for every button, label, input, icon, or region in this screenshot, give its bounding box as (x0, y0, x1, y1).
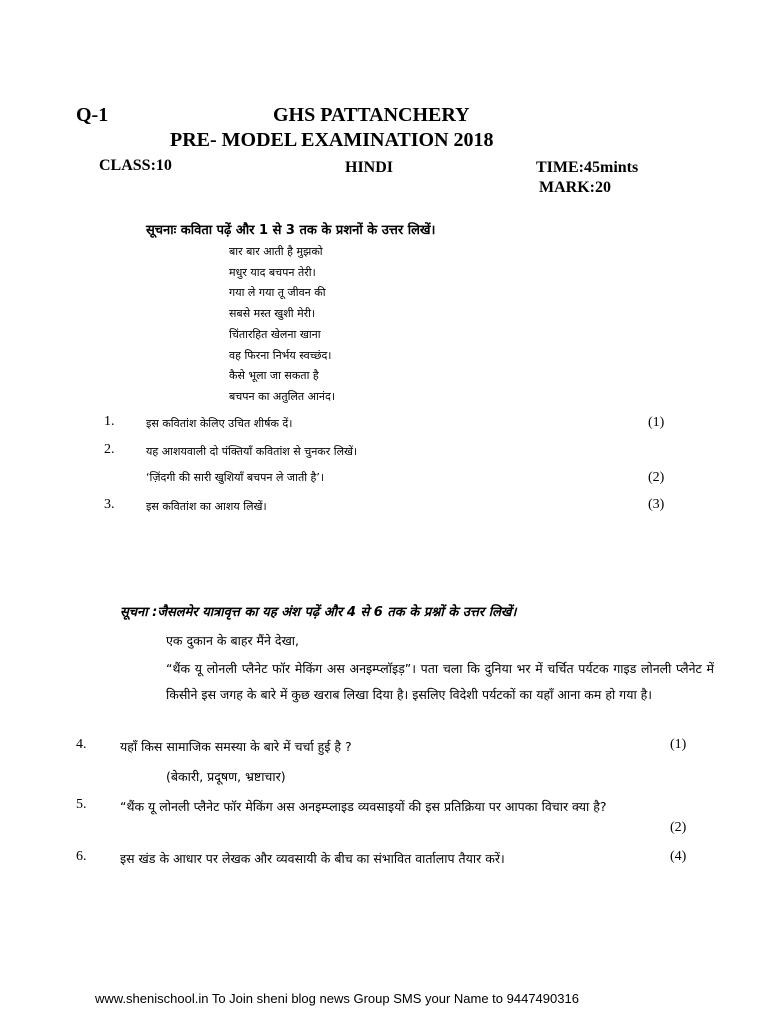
time-label: TIME:45mints (536, 159, 639, 176)
question-number: 5. (76, 797, 87, 812)
poem-line: वह फिरना निर्भय स्वच्छंद। (229, 348, 332, 362)
question-text: इस कवितांश का आशय लिखें। (146, 500, 267, 513)
question-marks: (1) (648, 415, 665, 430)
section1-instruction: सूचनाः कविता पढ़ें और 1 से 3 तक के प्रशनों के उत्तर लिखें। (146, 223, 436, 238)
question-marks: (4) (670, 849, 687, 864)
footer-text: www.shenischool.in To Join sheni blog news Group SMS your Name to 9447490316 (95, 991, 579, 1006)
question-number: 1. (104, 414, 115, 429)
poem-line: मधुर याद बचपन तेरी। (229, 265, 316, 279)
poem-line: चिंतारहित खेलना खाना (229, 327, 321, 341)
question-text: “थैंक यू लोनली प्लैनेट फॉर मेकिंग अस अनइम्प्लाइड व्यवसाइयों की इस प्रतिक्रिया पर आपका विचार क्या है? (120, 799, 607, 814)
question-marks: (3) (648, 497, 665, 512)
question-options: (बेकारी, प्रदूषण, भ्रष्टाचार) (166, 769, 286, 784)
subject-label: HINDI (345, 159, 394, 176)
question-text: इस खंड के आधार पर लेखक और व्यवसायी के बीच का संभावित वार्तालाप तैयार करें। (120, 851, 505, 866)
question-number: 2. (104, 442, 115, 457)
poem-line: कैसे भूला जा सकता है (229, 369, 319, 383)
class-label: CLASS:10 (99, 157, 172, 174)
question-number: 6. (76, 849, 87, 864)
section2-instruction: सूचना :जैसलमेर यात्रावृत्त का यह अंश पढ़ें और 4 से 6 तक के प्रश्नों के उत्तर लिखें। (120, 605, 517, 620)
poem-line: बार बार आती है मुझको (229, 245, 323, 258)
mark-label: MARK:20 (539, 179, 611, 196)
question-text: यह आशयवाली दो पंक्तियाँ कवितांश से चुनकर लिखें। (146, 445, 358, 458)
question-text: यहाँ किस सामाजिक समस्या के बारे में चर्चा हुई है ? (120, 739, 352, 754)
question-label: Q-1 (76, 104, 109, 126)
question-number: 3. (104, 497, 115, 512)
question-marks: (2) (670, 820, 687, 835)
poem-line: गया ले गया तू जीवन की (229, 286, 326, 300)
question-marks: (2) (648, 470, 665, 485)
exam-title: PRE- MODEL EXAMINATION 2018 (170, 129, 494, 151)
school-name: GHS PATTANCHERY (273, 104, 470, 126)
question-number: 4. (76, 737, 87, 752)
question-quote: ‘ज़िंदगी की सारी खुशियाँ बचपन ले जाती है’। (146, 471, 325, 484)
passage-line: एक दुकान के बाहर मैंने देखा, (166, 633, 300, 648)
poem-line: बचपन का अतुलित आनंद। (229, 389, 336, 403)
poem-line: सबसे मस्त खुशी मेरी। (229, 307, 316, 321)
question-marks: (1) (670, 737, 687, 752)
passage-paragraph: “थैंक यू लोनली प्लैनेट फॉर मेकिंग अस अनइम्प्लाॅइड़”। पता चला कि दुनिया भर में चर्चित पर्यटक गाइड लोनली प्लैनेट में किसीने इस जगह के बारे में कुछ खराब लिखा दिया है। इसलिए विदेशी पर्यटकों का यहाँ आना कम हो गया है। (166, 661, 714, 702)
question-text: इस कवितांश केलिए उचित शीर्षक दें। (146, 417, 293, 430)
poem (229, 242, 335, 408)
